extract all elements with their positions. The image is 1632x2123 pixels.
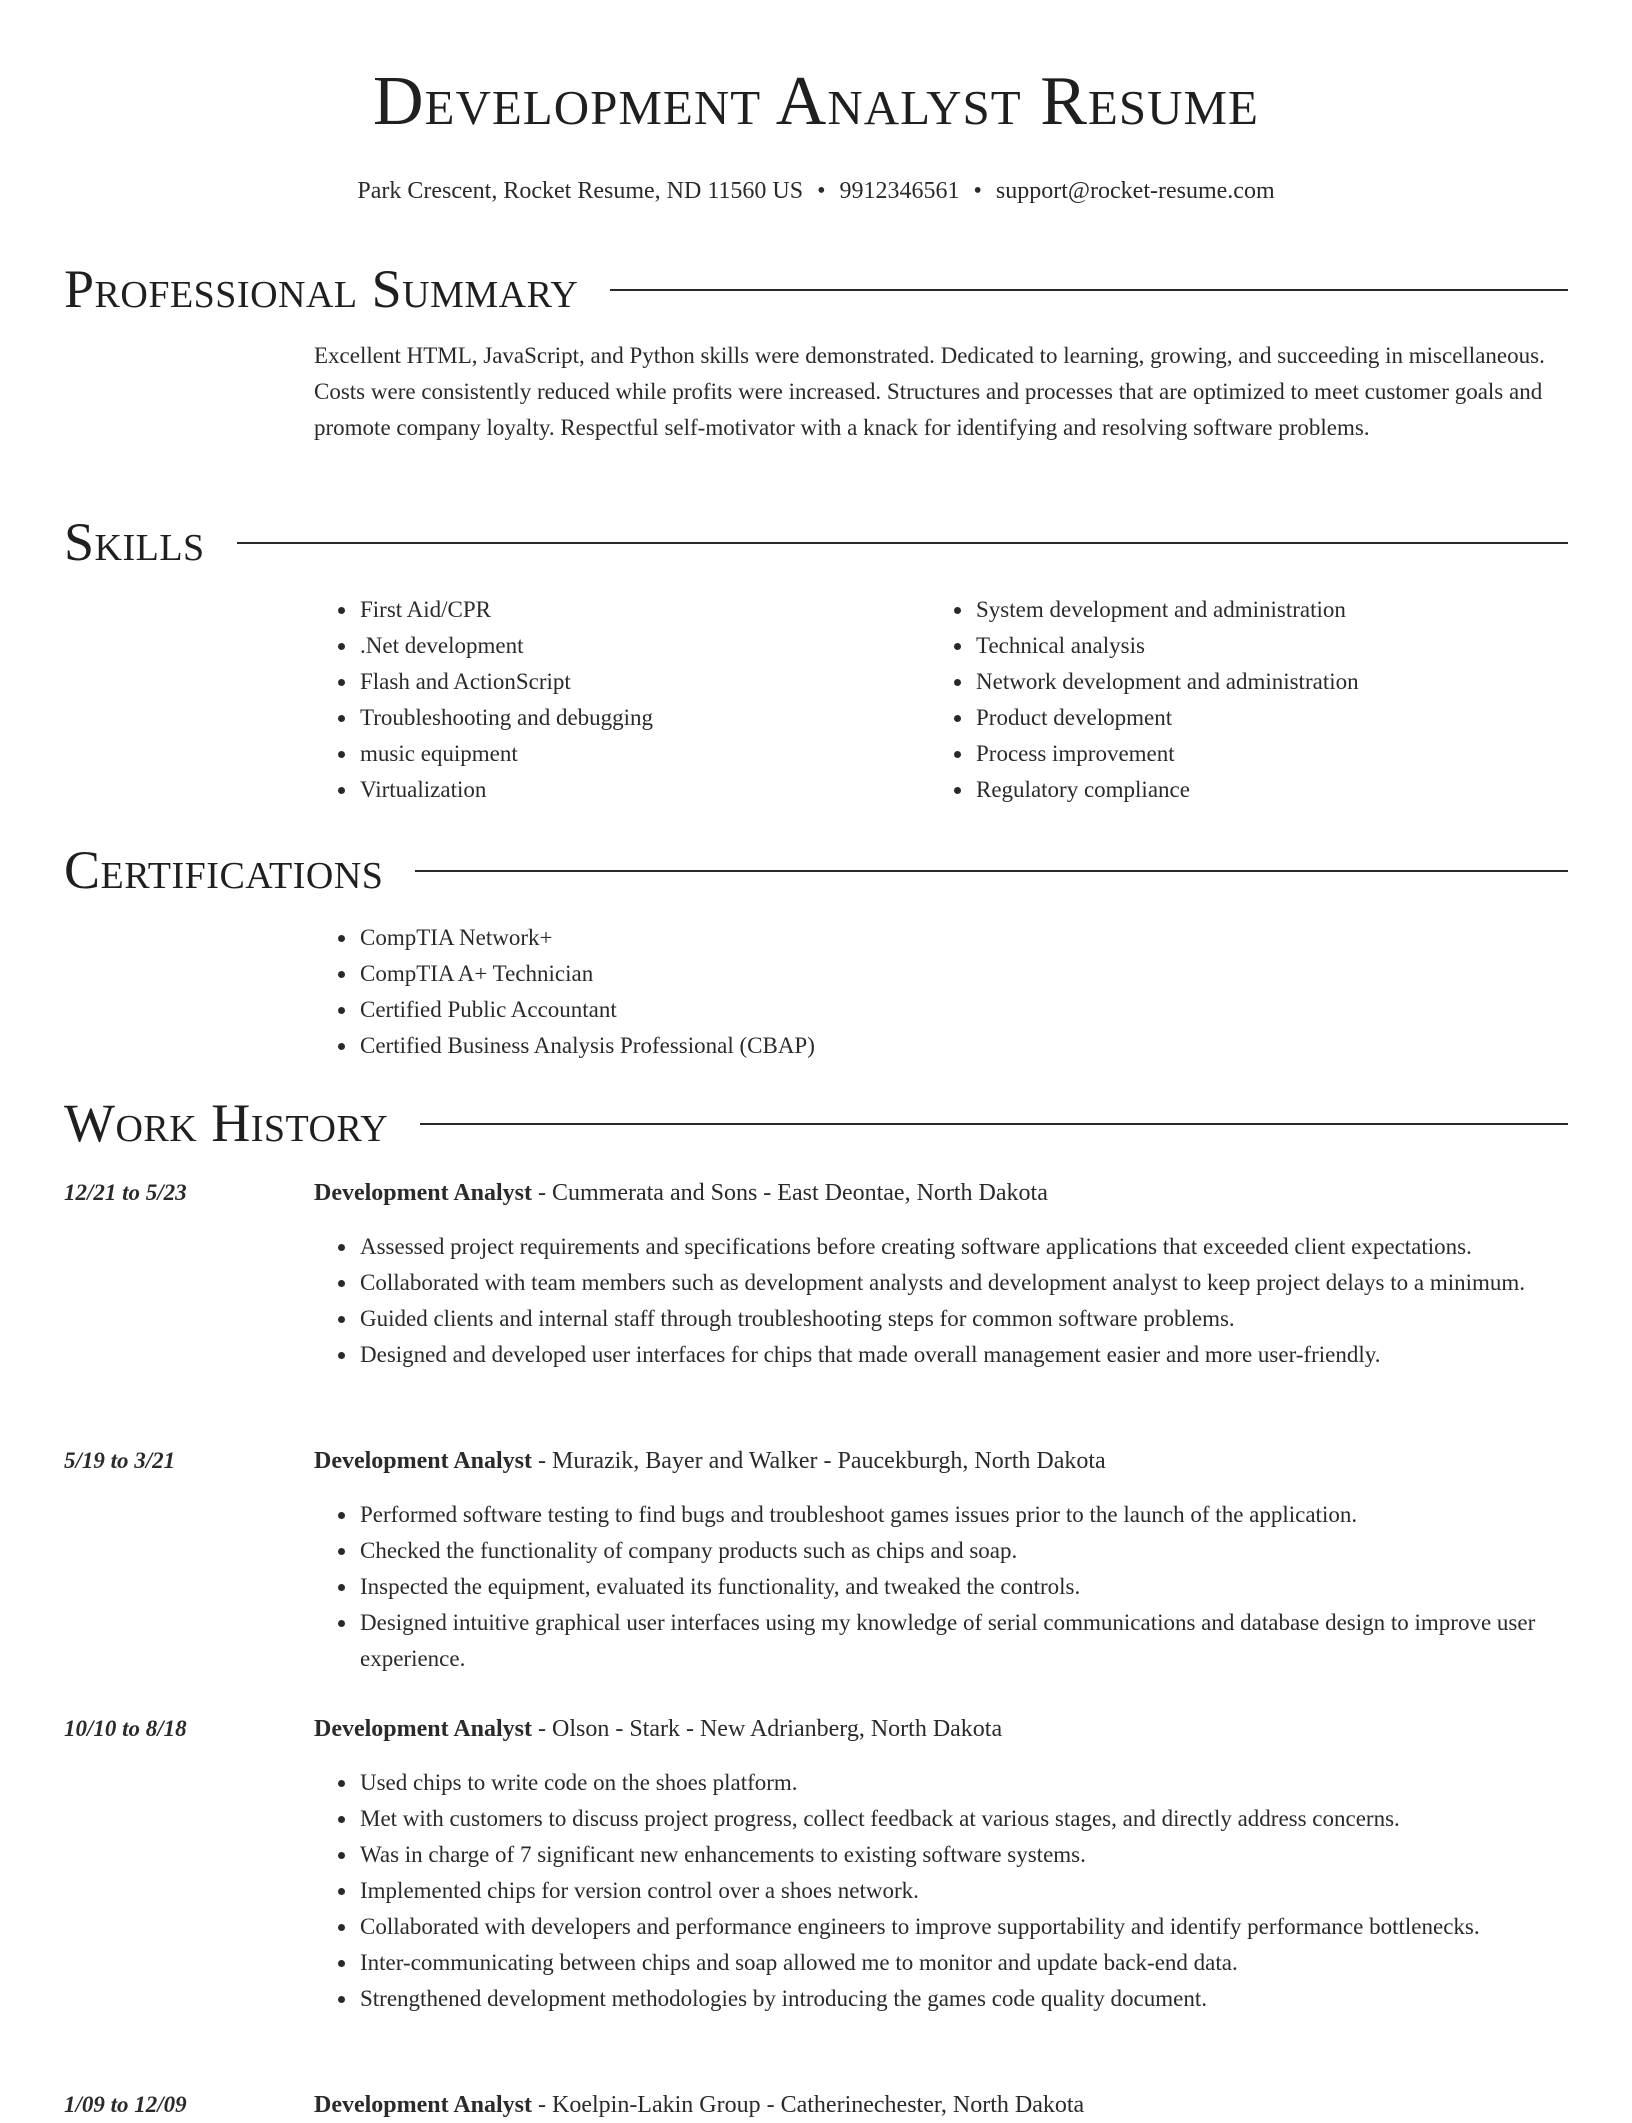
skill-item: • music equipment: [358, 736, 914, 772]
work-history-heading: Work History: [64, 1093, 389, 1153]
skill-item: • Regulatory compliance: [974, 772, 1568, 808]
certification-item: • CompTIA A+ Technician: [358, 956, 1568, 992]
job-heading: [314, 1443, 1568, 1479]
job-heading: [314, 2087, 1568, 2123]
skills-column-right: [930, 592, 1568, 808]
skill-item: • Network development and administration: [974, 664, 1568, 700]
skills-column-left: [314, 592, 914, 808]
section-divider: [420, 1123, 1568, 1125]
section-divider: [415, 870, 1568, 872]
skills-list-left: [314, 592, 914, 808]
job-company-location: - Olson - Stark - New Adrianberg, North Dakota: [532, 1716, 1003, 1742]
job-title: Development Analyst: [314, 1180, 532, 1206]
certification-item: • Certified Business Analysis Professional (CBAP): [358, 1028, 1568, 1064]
skills-heading: Skills: [64, 512, 205, 572]
job-dates: 5/19 to 3/21: [64, 1448, 176, 1473]
job-bullets: [314, 1229, 1568, 1373]
job-bullet: • Designed and developed user interfaces for chips that made overall management easier and more user-friendly.: [358, 1337, 1568, 1373]
job-dates: 10/10 to 8/18: [64, 1716, 187, 1741]
job-bullet-list: [314, 1497, 1568, 1677]
job-bullet: • Implemented chips for version control over a shoes network.: [358, 1873, 1568, 1909]
certifications-list: [314, 920, 1568, 1064]
certifications-block: [314, 920, 1568, 1064]
certifications-section-header: [64, 837, 1568, 903]
job-bullet: • Checked the functionality of company products such as chips and soap.: [358, 1533, 1568, 1569]
skill-item: • Product development: [974, 700, 1568, 736]
job-bullet: • Used chips to write code on the shoes platform.: [358, 1765, 1568, 1801]
contact-separator: •: [973, 178, 982, 204]
summary-heading: Professional Summary: [64, 259, 579, 319]
job-bullet-list: [314, 1765, 1568, 2017]
job-bullet: • Was in charge of 7 significant new enhancements to existing software systems.: [358, 1837, 1568, 1873]
skills-section-header: [64, 509, 1568, 575]
job-bullet: • Guided clients and internal staff through troubleshooting steps for common software problems.: [358, 1301, 1568, 1337]
job-bullets: [314, 1497, 1568, 1677]
section-divider: [237, 542, 1568, 544]
contact-address: Park Crescent, Rocket Resume, ND 11560 US: [357, 178, 804, 204]
certification-item: • Certified Public Accountant: [358, 992, 1568, 1028]
job-dates: 1/09 to 12/09: [64, 2092, 187, 2117]
section-divider: [610, 289, 1568, 291]
contact-separator: •: [817, 178, 826, 204]
skill-item: • Technical analysis: [974, 628, 1568, 664]
skill-item: • Troubleshooting and debugging: [358, 700, 914, 736]
job-heading: [314, 1711, 1568, 1747]
certifications-heading: Certifications: [64, 840, 384, 900]
job-bullet: • Designed intuitive graphical user interfaces using my knowledge of serial communications and database design to improve user experience.: [358, 1605, 1568, 1677]
work-history-section-header: [64, 1090, 1568, 1156]
job-bullet: • Collaborated with team members such as development analysts and development analyst to keep project delays to a minimum.: [358, 1265, 1568, 1301]
job-bullet: • Met with customers to discuss project progress, collect feedback at various stages, and directly address concerns.: [358, 1801, 1568, 1837]
job-heading: [314, 1175, 1568, 1211]
job-bullet: • Collaborated with developers and performance engineers to improve supportability and identify performance bottlenecks.: [358, 1909, 1568, 1945]
job-company-location: - Cummerata and Sons - East Deontae, North Dakota: [532, 1180, 1048, 1206]
job-bullet: • Strengthened development methodologies by introducing the games code quality document.: [358, 1981, 1568, 2017]
summary-text: Excellent HTML, JavaScript, and Python skills were demonstrated. Dedicated to learning, growing, and succeeding in miscellaneous. Costs were consistently reduced while profits were increased. Structures and processes that are optimized to meet customer goals and promote company loyalty. Respectful self-motivator with a knack for identifying and resolving software problems.: [314, 343, 1545, 440]
skill-item: • .Net development: [358, 628, 914, 664]
job-bullet: • Inter-communicating between chips and soap allowed me to monitor and update back-end data.: [358, 1945, 1568, 1981]
job-bullet: • Performed software testing to find bugs and troubleshoot games issues prior to the launch of the application.: [358, 1497, 1568, 1533]
skill-item: • System development and administration: [974, 592, 1568, 628]
job-bullet: • Assessed project requirements and specifications before creating software applications that exceeded client expectations.: [358, 1229, 1568, 1265]
job-title: Development Analyst: [314, 2092, 532, 2118]
contact-email: support@rocket-resume.com: [995, 178, 1275, 204]
skill-item: • Process improvement: [974, 736, 1568, 772]
job-bullet: • Inspected the equipment, evaluated its functionality, and tweaked the controls.: [358, 1569, 1568, 1605]
job-title: Development Analyst: [314, 1448, 532, 1474]
summary-section-header: [64, 256, 1568, 322]
skill-item: • Virtualization: [358, 772, 914, 808]
job-bullets: [314, 1765, 1568, 2017]
resume-title: Development Analyst Resume: [372, 63, 1259, 140]
skills-list-right: [930, 592, 1568, 808]
job-dates: 12/21 to 5/23: [64, 1180, 187, 1205]
job-company-location: - Murazik, Bayer and Walker - Paucekburgh, North Dakota: [532, 1448, 1106, 1474]
job-bullet-list: [314, 1229, 1568, 1373]
skill-item: • First Aid/CPR: [358, 592, 914, 628]
job-company-location: - Koelpin-Lakin Group - Catherinechester, North Dakota: [532, 2092, 1085, 2118]
certification-item: • CompTIA Network+: [358, 920, 1568, 956]
job-title: Development Analyst: [314, 1716, 532, 1742]
contact-line: [0, 174, 1632, 208]
skill-item: • Flash and ActionScript: [358, 664, 914, 700]
contact-phone: 9912346561: [839, 178, 960, 204]
